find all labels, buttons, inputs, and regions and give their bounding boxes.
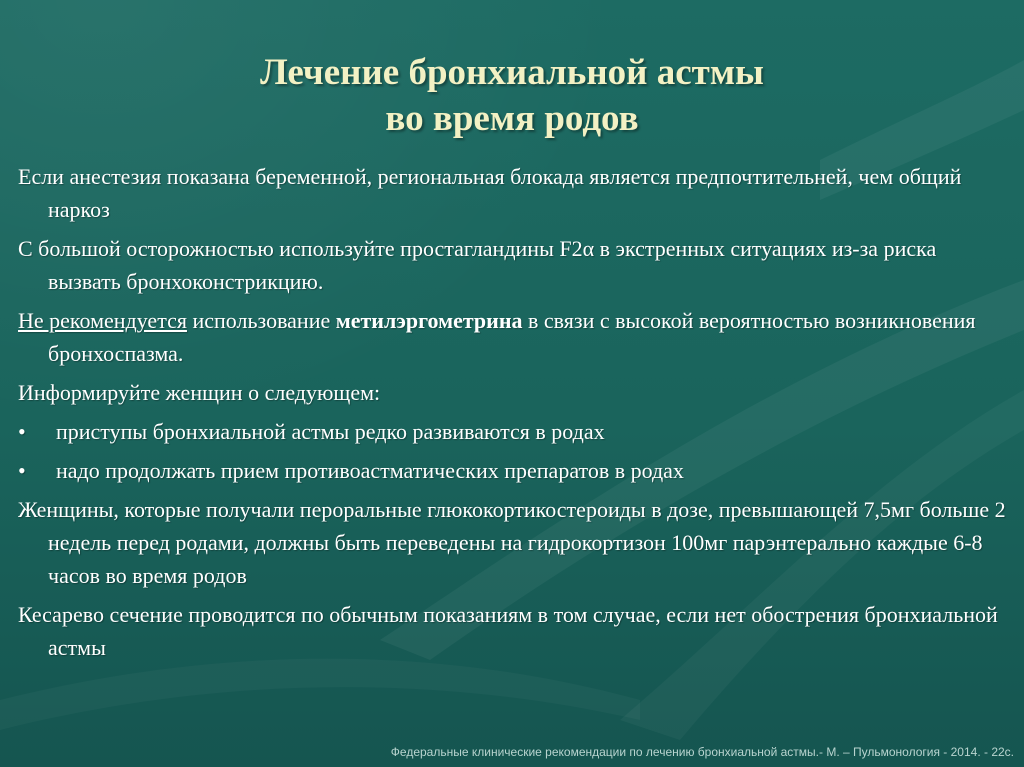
paragraph-inform-women: Информируйте женщин о следующем: <box>18 380 381 405</box>
bullet-icon: • <box>18 419 26 444</box>
bronchospasm-text: в связи с высокой вероятностью возникновения бронхоспазма. <box>48 308 976 366</box>
bullet-item-medication <box>18 454 1008 487</box>
paragraph-cesarean: Кесарево сечение проводится по обычным показаниям в том случае, если нет обострения бронхиальной астмы <box>18 602 998 660</box>
drug-name-text: метилэргометрина <box>335 308 523 333</box>
usage-text: использование <box>186 308 336 333</box>
bullet-text: приступы бронхиальной астмы редко развиваются в родах <box>56 419 605 444</box>
footer-reference: Федеральные клинические рекомендации по лечению бронхиальной астмы.- М. – Пульмонология - 2014. - 22с. <box>390 745 1014 759</box>
paragraph-glucocorticoids: Женщины, которые получали пероральные глюкокортикостероиды в дозе, превышающей 7,5мг больше 2 недель перед родами, должны быть переведены на гидрокортизон 100мг парэнтерально каждые 6-8 часов во время родов <box>18 497 1006 588</box>
bullet-text: надо продолжать прием противоастматических препаратов в родах <box>56 458 684 483</box>
swoosh-shape <box>0 659 640 730</box>
paragraph-prostaglandins: С большой осторожностью используйте простагландины F2α в экстренных ситуациях из-за риска вызвать бронхоконстрикцию. <box>18 236 937 294</box>
bullet-item-attacks <box>18 415 1008 448</box>
not-recommended-text: Не рекомендуется <box>18 308 187 333</box>
bullet-icon: • <box>18 458 26 483</box>
title-line-2: во время родов <box>385 98 639 139</box>
title-line-1: Лечение бронхиальной астмы <box>260 52 764 93</box>
slide-title <box>0 50 1024 142</box>
paragraph-anesthesia: Если анестезия показана беременной, региональная блокада является предпочтительней, чем общий наркоз <box>18 164 962 222</box>
slide-content <box>18 160 1008 664</box>
paragraph-methylergometrine <box>18 304 1008 370</box>
